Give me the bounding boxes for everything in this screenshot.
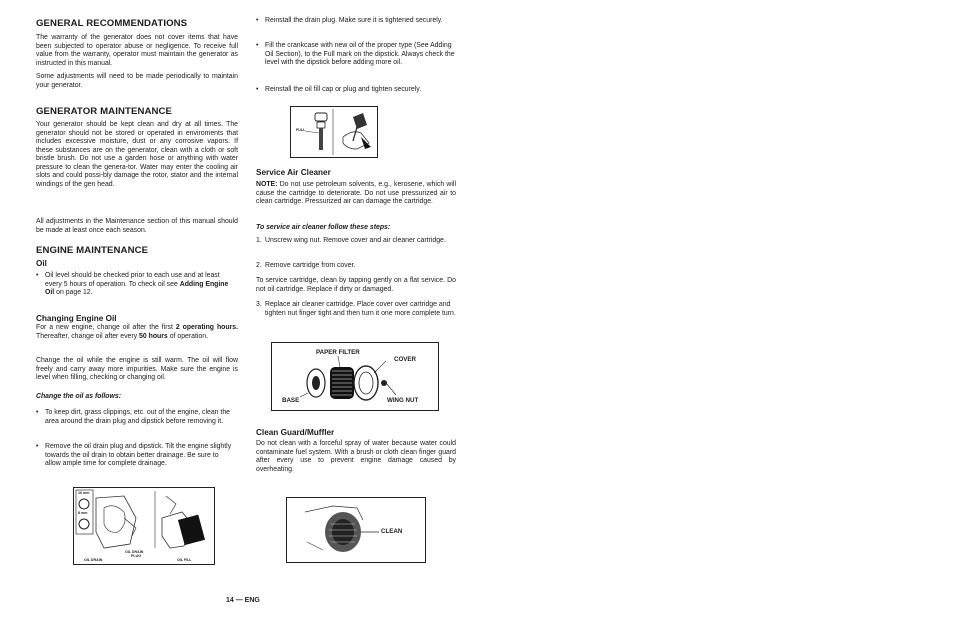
bullet-dot: • xyxy=(256,17,259,24)
step-number: 2. xyxy=(256,262,262,269)
step-number: 1. xyxy=(256,237,262,244)
oil-step-remove-bullet xyxy=(36,443,232,469)
service-cartridge-text: To service cartridge, clean by tapping gently on a flat service. Do not oil cartridge. Replace if dirty or damaged. xyxy=(256,277,456,293)
oil-fill-label: OIL FILL xyxy=(177,558,192,562)
generator-maintenance-text: Your generator should be kept clean and dry at all times. The generator should not be stored or operated in enviroments that includes excessive moisture, dust or any corrosive vapors. If these substances are on the generator, clean with a cloth or soft bristle brush. Do not use a garden hose or anything with water pressure to clean the genera-tor. Water may enter the cooling air slots and could possi-bly damage the rotor, stator and the internal windings of the gen head. xyxy=(36,121,238,188)
air-step-3-text: Replace air cleaner cartridge. Place cover over cartridge and tighten nut finger tight and then turn it one more complete turn. xyxy=(265,301,456,317)
reinstall-drain-plug-bullet xyxy=(256,17,456,26)
changing-oil-schedule-text: For a new engine, change oil after the first 2 operating hours. Thereafter, change oil after every 50 hours of operation. xyxy=(36,324,239,340)
dipstick-figure xyxy=(290,106,378,158)
air-step-1 xyxy=(256,237,456,246)
muffler-figure xyxy=(286,497,426,563)
step-number: 3. xyxy=(256,301,262,308)
change-oil-steps-heading: Change the oil as follows: xyxy=(36,393,121,400)
general-recommendations-text: The warranty of the generator does not cover items that have been subjected to operator abuse or negligence. To receive full value from the warranty, operator must maintain the generator as instructed in this manual. xyxy=(36,34,238,67)
reinstall-drain-plug-text: Reinstall the drain plug. Make sure it is tightened securely. xyxy=(265,17,443,24)
wing-nut-label: WING NUT xyxy=(387,397,419,404)
oil-drain-plug-label-line1: OIL DRAIN xyxy=(125,550,144,554)
oil-step-remove-text: Remove the oil drain plug and dipstick. Tilt the engine slightly towards the oil drain to obtain better drainage. Be sure to allow ample time for complete drainage. xyxy=(45,443,232,467)
muffler-illustration xyxy=(287,498,425,562)
oil-drain-figure xyxy=(73,487,215,565)
wrench-10mm-label: 10 mm xyxy=(78,491,90,495)
fill-crankcase-bullet xyxy=(256,42,456,68)
fill-crankcase-text: Fill the crankcase with new oil of the proper type (See Adding Oil Section), to the Full mark on the dipstick. Always check the level with the dipstick before adding more oil. xyxy=(265,42,455,66)
bullet-dot: • xyxy=(256,86,259,93)
clean-guard-text: Do not clean with a forceful spray of water because water could contaminate fuel system. With a brush or cloth clean finger guard after every use to prevent engine damage caused by overheating. xyxy=(256,440,456,473)
oil-heading: Oil xyxy=(36,259,47,268)
oil-check-text: Oil level should be checked prior to each use and at least every 5 hours of operation. To check oil see Adding Engine Oil on page 12. xyxy=(45,272,229,296)
generator-maintenance-heading: GENERATOR MAINTENANCE xyxy=(36,106,173,117)
oil-drain-plug-label-line2: PLUG xyxy=(131,554,141,558)
general-recommendations-heading: GENERAL RECOMMENDATIONS xyxy=(36,18,188,29)
oil-check-bullet xyxy=(36,272,234,298)
clean-label: CLEAN xyxy=(381,528,403,535)
cover-label: COVER xyxy=(394,356,417,363)
bullet-dot: • xyxy=(36,409,39,416)
bullet-dot: • xyxy=(256,42,259,49)
air-step-2 xyxy=(256,262,456,271)
oil-step-clean-bullet xyxy=(36,409,232,426)
air-step-2-text: Remove cartridge from cover. xyxy=(265,262,356,269)
clean-guard-muffler-heading: Clean Guard/Muffler xyxy=(256,428,335,437)
bullet-dot: • xyxy=(36,443,39,450)
air-cleaner-figure xyxy=(271,342,439,411)
general-adjustments-text: Some adjustments will need to be made periodically to maintain your generator. xyxy=(36,73,238,89)
dipstick-full-label: FULL xyxy=(296,128,306,132)
base-label: BASE xyxy=(282,397,300,404)
air-cleaner-steps-heading: To service air cleaner follow these steps: xyxy=(256,224,391,231)
air-step-3 xyxy=(256,301,456,318)
dipstick-illustration xyxy=(291,107,377,157)
changing-oil-warm-text: Change the oil while the engine is still warm. The oil will flow freely and carry away more impurities. Make sure the engine is level when filling, checking or changing oil. xyxy=(36,357,238,381)
service-air-cleaner-heading: Service Air Cleaner xyxy=(256,168,331,177)
oil-drain-label: OIL DRAIN xyxy=(84,558,103,562)
oil-drain-illustration xyxy=(74,488,214,564)
changing-oil-heading: Changing Engine Oil xyxy=(36,314,117,323)
oil-step-clean-text: To keep dirt, grass clippings, etc. out of the engine, clean the area around the drain plug and dipstick before removing it. xyxy=(45,409,231,425)
air-step-1-text: Unscrew wing nut. Remove cover and air cleaner cartridge. xyxy=(265,237,446,244)
maintenance-season-text: All adjustments in the Maintenance section of this manual should be made at least once each season. xyxy=(36,218,238,234)
wrench-8mm-label: 8 mm xyxy=(78,511,88,515)
page-number: 14 — ENG xyxy=(226,597,260,604)
reinstall-fill-cap-bullet xyxy=(256,86,456,95)
reinstall-fill-cap-text: Reinstall the oil fill cap or plug and tighten securely. xyxy=(265,86,422,93)
bullet-dot: • xyxy=(36,272,39,279)
engine-maintenance-heading: ENGINE MAINTENANCE xyxy=(36,245,149,256)
air-cleaner-note: NOTE: Do not use petroleum solvents, e.g., kerosene, which will cause the cartridge to deteriorate. Do not use pressurized air to clean cartridge. Pressurized air can damage the cartridge. xyxy=(256,181,456,205)
paper-filter-label: PAPER FILTER xyxy=(316,349,360,356)
